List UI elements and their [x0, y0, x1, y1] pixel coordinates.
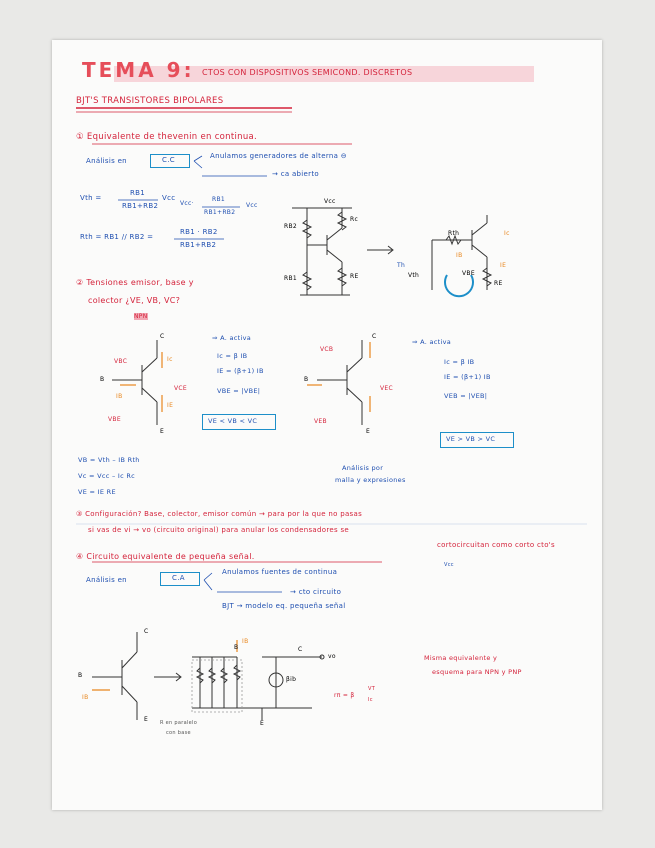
s4-analysis: Análisis en: [86, 576, 127, 584]
ss-bib: βib: [286, 676, 297, 683]
page-subtitle: CTOS CON DISPOSITIVOS SEMICOND. DISCRETOS: [202, 68, 413, 77]
t3-ib: IB: [82, 694, 89, 701]
t1-c: C: [160, 333, 165, 340]
t2-c: C: [372, 333, 377, 340]
th-ic: Ic: [504, 230, 510, 237]
s1-heading: ① Equivalente de thevenin en continua.: [76, 132, 258, 142]
s1-note2: → ca abierto: [272, 170, 319, 178]
circ-rb2: RB2: [284, 223, 298, 230]
veb-eq2: VEB = |VEB|: [444, 392, 488, 400]
t1-e: E: [160, 428, 165, 435]
s4-vcc: Vcc: [444, 562, 454, 568]
eq-vc: Vc = Vcc – Ic Rc: [78, 472, 136, 480]
th-vth: Vth: [408, 272, 420, 279]
circ-rb1: RB1: [284, 275, 298, 282]
vth-den: RB1+RB2: [122, 202, 159, 210]
rth-num: RB1 · RB2: [180, 228, 218, 236]
s1-cc-label: C.C: [162, 156, 175, 164]
s3-line3: cortocircuitan como corto cto's: [437, 541, 555, 549]
s4-ca-label: C.A: [172, 574, 185, 582]
rth-lhs: Rth = RB1 // RB2 =: [80, 233, 154, 241]
ss-ib: IB: [242, 638, 249, 645]
rpi-num: VT: [368, 686, 376, 692]
vcc2-den: RB1+RB2: [204, 209, 236, 216]
t1-b: B: [100, 376, 105, 383]
vcc2-vcc: Vcc: [246, 202, 258, 209]
condition-text-2: VE > VB > VC: [446, 435, 496, 443]
ie-eq2: IE = (β+1) IB: [444, 373, 491, 381]
rth-den: RB1+RB2: [180, 241, 217, 249]
page-title: TEMA 9:: [82, 58, 195, 82]
activa2: ⇒ A. activa: [412, 338, 452, 346]
vth-num: RB1: [130, 189, 146, 197]
th-re: RE: [494, 280, 503, 287]
eq-ve: VE = IE RE: [78, 488, 116, 496]
th-ib: IB: [456, 252, 463, 259]
t1-ie: IE: [167, 402, 174, 409]
s1-analysis: Análisis en: [86, 157, 127, 165]
eq-vb: VB = Vth – IB Rth: [78, 456, 140, 464]
side-note-1: Misma equivalente y: [424, 654, 498, 662]
t1-ic: Ic: [167, 356, 173, 363]
vth-lhs: Vth =: [80, 194, 102, 202]
npn-label: NPN: [134, 313, 148, 320]
s4-note1: Anulamos fuentes de continua: [222, 568, 338, 576]
s3-line2: si vas de vi → vo (circuito original) para anular los condensadores se: [88, 526, 349, 534]
vcc2-num: RB1: [212, 196, 226, 203]
analisis-note-2: malla y expresiones: [335, 476, 406, 484]
ss-b: B: [234, 644, 239, 651]
th-vbe: VBE: [462, 270, 475, 277]
t2-e: E: [366, 428, 371, 435]
s4-note3: BJT → modelo eq. pequeña señal: [222, 602, 346, 610]
ic-eq2: Ic = β IB: [444, 358, 475, 366]
s4-heading: ④ Circuito equivalente de pequeña señal.: [76, 552, 255, 561]
s4-note2: → cto circuito: [290, 588, 342, 596]
s3-line1: ③ Configuración? Base, colector, emisor común → para por la que no pasas: [76, 510, 363, 518]
condition-text-1: VE < VB < VC: [208, 417, 258, 425]
circ-re: RE: [350, 273, 359, 280]
side-note-2: esquema para NPN y PNP: [432, 668, 522, 676]
rpi-eq: rπ = β: [334, 692, 355, 699]
t3-b: B: [78, 672, 83, 679]
notebook-sheet: [52, 40, 602, 810]
t1-vce: VCE: [174, 385, 187, 392]
t3-e: E: [144, 716, 149, 723]
vbe-eq1: VBE = |VBE|: [217, 387, 261, 395]
analisis-note-1: Análisis por: [342, 464, 384, 472]
t2-vcb: VCB: [320, 346, 334, 353]
th-ie: IE: [500, 262, 507, 269]
circ-vcc: Vcc: [324, 198, 336, 205]
ss-c: C: [298, 646, 303, 653]
th-rth: Rth: [448, 230, 460, 237]
ss-vo: vo: [328, 653, 336, 660]
activa1: ⇒ A. activa: [212, 334, 252, 342]
t3-c: C: [144, 628, 149, 635]
th-label: Th: [397, 262, 406, 269]
t2-vec: VEC: [380, 385, 393, 392]
vcc2-lhs: Vcc·: [180, 200, 194, 207]
section-heading: BJT'S TRANSISTORES BIPOLARES: [76, 96, 224, 106]
s2-heading: ② Tensiones emisor, base y: [76, 278, 194, 287]
t1-vbe: VBE: [108, 416, 121, 423]
small-note-1: R en paralelo: [160, 720, 198, 726]
t2-veb: VEB: [314, 418, 327, 425]
ie-eq1: IE = (β+1) IB: [217, 367, 264, 375]
ss-e: E: [260, 720, 265, 727]
small-note-2: con base: [166, 730, 191, 736]
s2-line2: colector ¿VE, VB, VC?: [88, 296, 181, 305]
t2-b: B: [304, 376, 309, 383]
vth-vcc: Vcc: [162, 194, 176, 202]
ic-eq1: Ic = β IB: [217, 352, 248, 360]
t1-vbc: VBC: [114, 358, 128, 365]
circ-rc: Rc: [350, 216, 359, 223]
t1-ib: IB: [116, 393, 123, 400]
rpi-den: Ic: [368, 697, 373, 703]
s1-note1: Anulamos generadores de alterna ⊖: [210, 152, 347, 160]
